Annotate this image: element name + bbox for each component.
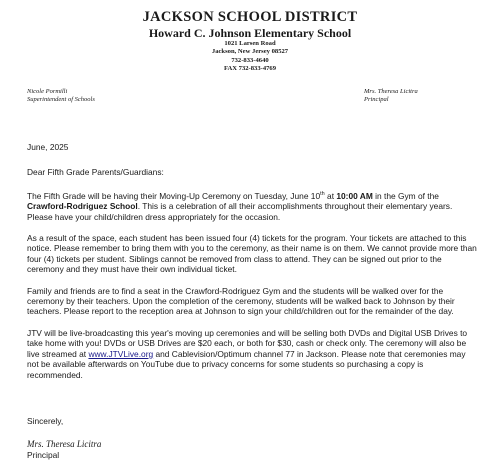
p1-superscript: th	[320, 191, 325, 198]
jtv-live-link[interactable]: www.JTVLive.org	[88, 348, 154, 359]
p1-text-d: . This is a celebration of all their accomplishments throughout their elementary years. Please have your child/children dress appropriately for the occasion.	[27, 201, 453, 222]
paragraph-seating: Family and friends are to find a seat in the Crawford-Rodriguez Gym and the students will be walked over for the ceremony by their teachers. Upon the completion of the ceremony, students will be walked back to Johnson by their teachers. Please report to the reception area at Johnson to sign your child/children out for the remainder of the day.	[27, 285, 455, 317]
paragraph-ceremony	[27, 191, 479, 222]
p4-text-b: and Cablevision/Optimum channel 77 in Jackson. Please note that ceremonies may not be available afterwards on YouTube due to privacy concerns for some students so purchasing a copy is recommended.	[27, 348, 466, 380]
superintendent-title: Superintendent of Schools	[27, 96, 95, 103]
p4-text-a: JTV will be live-broadcasting this year's moving up ceremonies and will be selling both DVDs and Digital USB Drives to take home with you! DVDs or USB Drives are $20 each, or both for $30, cash or check only. The ceremony will also be live streamed at	[27, 327, 468, 359]
ceremony-time: 10:00 AM	[336, 190, 373, 201]
school-name: Howard C. Johnson Elementary School	[148, 26, 352, 40]
phone-number: 732-833-4640	[231, 56, 269, 64]
fax-number: FAX 732-833-4769	[223, 65, 277, 73]
address-line-1: 1021 Larsen Road	[224, 40, 276, 47]
letterhead	[0, 9, 500, 74]
salutation: Dear Fifth Grade Parents/Guardians:	[27, 167, 164, 178]
letter-body	[27, 142, 479, 460]
principal-name: Mrs. Theresa Licitra	[364, 88, 418, 95]
closing: Sincerely,	[27, 415, 64, 426]
signature-name: Mrs. Theresa Licitra	[27, 439, 102, 450]
p1-text-b: at	[324, 190, 337, 201]
p1-text-a: The Fifth Grade will be having their Moving-Up Ceremony on Tuesday, June 10	[27, 190, 321, 201]
ceremony-location: Crawford-Rodriguez School	[27, 201, 138, 212]
principal-title: Principal	[364, 96, 389, 103]
address-line-2: Jackson, New Jersey 08527	[211, 48, 289, 56]
superintendent-name: Nicole Pormilli	[27, 88, 68, 95]
paragraph-tickets: As a result of the space, each student has been issued four (4) tickets for the program. Your tickets are attached to this notice. Please remember to bring them with you to the ceremony, as their name is on them. We cannot provide more than four (4) tickets per student. Siblings cannot be removed from class to attend. They can be signed out prior to the ceremony and they must have their own individual ticket.	[27, 233, 477, 275]
letter-date: June, 2025	[27, 142, 69, 152]
principal-block	[364, 88, 418, 104]
paragraph-broadcast	[27, 328, 479, 380]
signature-title: Principal	[27, 450, 60, 461]
district-name: JACKSON SCHOOL DISTRICT	[142, 9, 358, 25]
p1-text-c: in the Gym of the	[372, 190, 439, 201]
superintendent-block	[27, 88, 95, 104]
